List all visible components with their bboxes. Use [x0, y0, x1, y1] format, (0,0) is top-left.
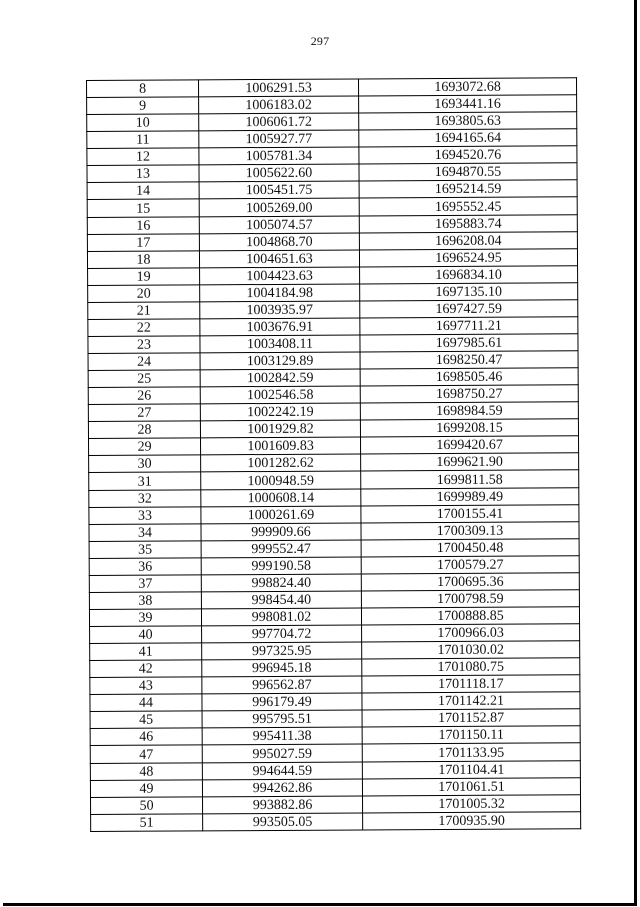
- y-coordinate-cell: 1698505.46: [360, 368, 578, 386]
- x-coordinate-cell: 1005781.34: [199, 147, 359, 165]
- point-number-cell: 29: [89, 438, 201, 456]
- x-coordinate-cell: 1005269.00: [199, 198, 359, 216]
- x-coordinate-cell: 1001282.62: [201, 454, 361, 472]
- y-coordinate-cell: 1697711.21: [360, 317, 578, 335]
- y-coordinate-cell: 1700695.36: [361, 573, 579, 591]
- x-coordinate-cell: 998454.40: [201, 591, 361, 609]
- x-coordinate-cell: 1003129.89: [200, 352, 360, 370]
- coordinate-table-body: [87, 78, 581, 832]
- point-number-cell: 32: [89, 489, 201, 507]
- x-coordinate-cell: 996562.87: [202, 676, 362, 694]
- y-coordinate-cell: 1693072.68: [358, 78, 576, 96]
- y-coordinate-cell: 1701104.41: [362, 760, 580, 778]
- coordinate-table-wrapper: [86, 77, 580, 832]
- y-coordinate-cell: 1697985.61: [360, 334, 578, 352]
- point-number-cell: 13: [87, 165, 199, 183]
- y-coordinate-cell: 1701133.95: [362, 743, 580, 761]
- point-number-cell: 21: [88, 302, 200, 320]
- x-coordinate-cell: 995795.51: [202, 710, 362, 728]
- point-number-cell: 27: [88, 404, 200, 422]
- point-number-cell: 39: [89, 609, 201, 627]
- y-coordinate-cell: 1700798.59: [361, 590, 579, 608]
- y-coordinate-cell: 1699811.58: [361, 470, 579, 488]
- x-coordinate-cell: 1006061.72: [199, 113, 359, 131]
- point-number-cell: 34: [89, 523, 201, 541]
- y-coordinate-cell: 1699208.15: [360, 419, 578, 437]
- x-coordinate-cell: 997325.95: [202, 642, 362, 660]
- x-coordinate-cell: 993505.05: [203, 813, 363, 831]
- point-number-cell: 48: [90, 762, 202, 780]
- y-coordinate-cell: 1700579.27: [361, 556, 579, 574]
- coordinate-table: [86, 77, 581, 832]
- x-coordinate-cell: 994644.59: [202, 761, 362, 779]
- scan-border-bottom: [3, 903, 637, 906]
- y-coordinate-cell: 1701118.17: [362, 675, 580, 693]
- point-number-cell: 51: [91, 814, 203, 832]
- point-number-cell: 10: [87, 114, 199, 132]
- point-number-cell: 43: [90, 677, 202, 695]
- y-coordinate-cell: 1700966.03: [362, 624, 580, 642]
- x-coordinate-cell: 1004184.98: [200, 284, 360, 302]
- x-coordinate-cell: 1006183.02: [199, 96, 359, 114]
- y-coordinate-cell: 1693805.63: [359, 112, 577, 130]
- x-coordinate-cell: 1001609.83: [201, 437, 361, 455]
- y-coordinate-cell: 1697135.10: [360, 283, 578, 301]
- y-coordinate-cell: 1701030.02: [362, 641, 580, 659]
- x-coordinate-cell: 1004651.63: [199, 250, 359, 268]
- x-coordinate-cell: 1000261.69: [201, 506, 361, 524]
- x-coordinate-cell: 1003676.91: [200, 318, 360, 336]
- y-coordinate-cell: 1693441.16: [359, 95, 577, 113]
- point-number-cell: 19: [88, 268, 200, 286]
- point-number-cell: 25: [88, 370, 200, 388]
- y-coordinate-cell: 1699989.49: [361, 487, 579, 505]
- point-number-cell: 23: [88, 336, 200, 354]
- y-coordinate-cell: 1701080.75: [362, 658, 580, 676]
- point-number-cell: 40: [90, 626, 202, 644]
- y-coordinate-cell: 1694520.76: [359, 146, 577, 164]
- x-coordinate-cell: 1006291.53: [199, 79, 359, 97]
- point-number-cell: 37: [89, 575, 201, 593]
- y-coordinate-cell: 1697427.59: [360, 300, 578, 318]
- point-number-cell: 11: [87, 131, 199, 149]
- y-coordinate-cell: 1701150.11: [362, 726, 580, 744]
- x-coordinate-cell: 1004423.63: [200, 267, 360, 285]
- x-coordinate-cell: 1005622.60: [199, 164, 359, 182]
- point-number-cell: 49: [90, 779, 202, 797]
- y-coordinate-cell: 1695214.59: [359, 180, 577, 198]
- point-number-cell: 42: [90, 660, 202, 678]
- y-coordinate-cell: 1700935.90: [363, 811, 581, 830]
- point-number-cell: 12: [87, 148, 199, 166]
- point-number-cell: 14: [87, 182, 199, 200]
- y-coordinate-cell: 1698750.27: [360, 385, 578, 403]
- x-coordinate-cell: 1004868.70: [199, 233, 359, 251]
- point-number-cell: 30: [89, 455, 201, 473]
- x-coordinate-cell: 1003408.11: [200, 335, 360, 353]
- point-number-cell: 16: [87, 216, 199, 234]
- y-coordinate-cell: 1700888.85: [361, 607, 579, 625]
- point-number-cell: 20: [88, 285, 200, 303]
- point-number-cell: 18: [87, 250, 199, 268]
- x-coordinate-cell: 1002842.59: [200, 369, 360, 387]
- x-coordinate-cell: 997704.72: [202, 625, 362, 643]
- x-coordinate-cell: 1005451.75: [199, 181, 359, 199]
- x-coordinate-cell: 998081.02: [201, 608, 361, 626]
- x-coordinate-cell: 1003935.97: [200, 301, 360, 319]
- point-number-cell: 17: [87, 233, 199, 251]
- x-coordinate-cell: 1002546.58: [200, 386, 360, 404]
- point-number-cell: 22: [88, 319, 200, 337]
- y-coordinate-cell: 1694870.55: [359, 163, 577, 181]
- x-coordinate-cell: 998824.40: [201, 574, 361, 592]
- point-number-cell: 45: [90, 711, 202, 729]
- y-coordinate-cell: 1695883.74: [359, 214, 577, 232]
- x-coordinate-cell: 995027.59: [202, 744, 362, 762]
- table-row: [91, 811, 581, 831]
- y-coordinate-cell: 1694165.64: [359, 129, 577, 147]
- x-coordinate-cell: 994262.86: [202, 779, 362, 797]
- x-coordinate-cell: 999190.58: [201, 557, 361, 575]
- page-number: 297: [310, 34, 330, 48]
- point-number-cell: 46: [90, 728, 202, 746]
- y-coordinate-cell: 1698984.59: [360, 402, 578, 420]
- y-coordinate-cell: 1696524.95: [359, 248, 577, 266]
- point-number-cell: 44: [90, 694, 202, 712]
- x-coordinate-cell: 995411.38: [202, 727, 362, 745]
- y-coordinate-cell: 1699621.90: [361, 453, 579, 471]
- point-number-cell: 8: [87, 80, 199, 98]
- y-coordinate-cell: 1699420.67: [360, 436, 578, 454]
- y-coordinate-cell: 1700450.48: [361, 538, 579, 556]
- y-coordinate-cell: 1701142.21: [362, 692, 580, 710]
- x-coordinate-cell: 996945.18: [202, 659, 362, 677]
- point-number-cell: 38: [89, 592, 201, 610]
- point-number-cell: 26: [88, 387, 200, 405]
- point-number-cell: 33: [89, 506, 201, 524]
- x-coordinate-cell: 1005927.77: [199, 130, 359, 148]
- x-coordinate-cell: 999909.66: [201, 523, 361, 541]
- point-number-cell: 15: [87, 199, 199, 217]
- y-coordinate-cell: 1701061.51: [362, 777, 580, 795]
- y-coordinate-cell: 1700155.41: [361, 504, 579, 522]
- y-coordinate-cell: 1700309.13: [361, 521, 579, 539]
- x-coordinate-cell: 1005074.57: [199, 215, 359, 233]
- point-number-cell: 28: [88, 421, 200, 439]
- point-number-cell: 36: [89, 558, 201, 576]
- x-coordinate-cell: 1001929.82: [200, 420, 360, 438]
- point-number-cell: 41: [90, 643, 202, 661]
- point-number-cell: 9: [87, 97, 199, 115]
- y-coordinate-cell: 1695552.45: [359, 197, 577, 215]
- x-coordinate-cell: 993882.86: [203, 796, 363, 814]
- x-coordinate-cell: 996179.49: [202, 693, 362, 711]
- y-coordinate-cell: 1696208.04: [359, 231, 577, 249]
- y-coordinate-cell: 1696834.10: [360, 265, 578, 283]
- point-number-cell: 31: [89, 472, 201, 490]
- point-number-cell: 35: [89, 541, 201, 559]
- point-number-cell: 47: [90, 745, 202, 763]
- x-coordinate-cell: 999552.47: [201, 540, 361, 558]
- x-coordinate-cell: 1000608.14: [201, 488, 361, 506]
- point-number-cell: 24: [88, 353, 200, 371]
- y-coordinate-cell: 1701005.32: [363, 794, 581, 812]
- x-coordinate-cell: 1000948.59: [201, 471, 361, 489]
- x-coordinate-cell: 1002242.19: [200, 403, 360, 421]
- y-coordinate-cell: 1701152.87: [362, 709, 580, 727]
- point-number-cell: 50: [91, 796, 203, 814]
- scan-border-right: [634, 0, 637, 905]
- y-coordinate-cell: 1698250.47: [360, 351, 578, 369]
